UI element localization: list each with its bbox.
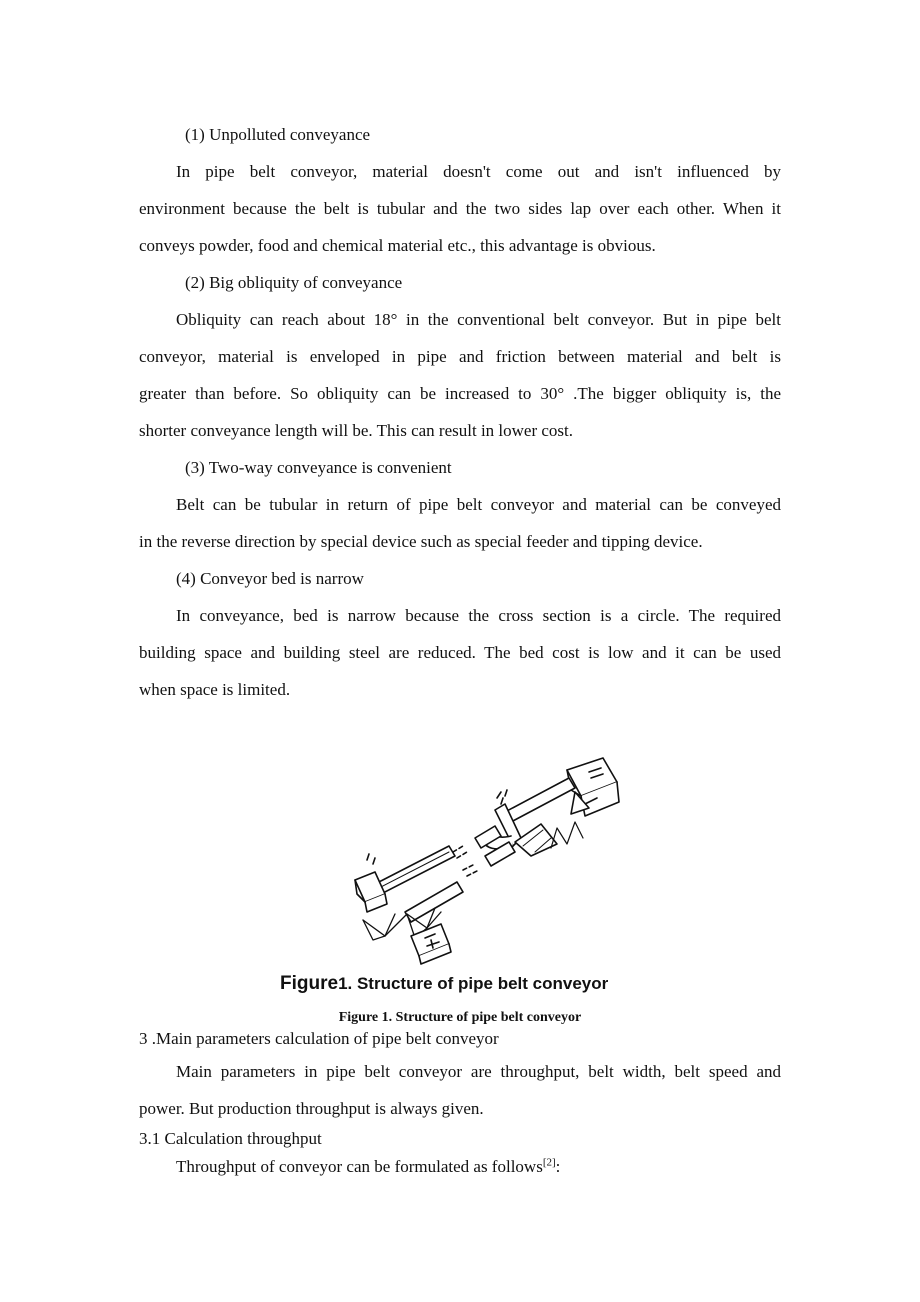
heading-conveyor-bed-narrow: (4) Conveyor bed is narrow [176,569,364,588]
paragraph-line: shorter conveyance length will be. This can result in lower cost. [139,421,574,440]
paragraph-line: Belt can be tubular in return of pipe belt conveyor and material can be conveyed [176,495,781,514]
paragraph-line: conveys powder, food and chemical material etc., this advantage is obvious. [139,236,656,255]
paragraph-line: conveyor, material is enveloped in pipe and friction between material and belt is [139,347,781,366]
citation-ref: [2] [542,1156,556,1169]
section-heading-main-parameters: 3 .Main parameters calculation of pipe belt conveyor [139,1029,499,1048]
paragraph-line: Throughput of conveyor can be formulated as follows[2]: [176,1156,561,1176]
heading-unpolluted-conveyance: (1) Unpolluted conveyance [185,125,371,144]
pipe-belt-conveyor-figure [345,752,635,967]
paragraph-line: In conveyance, bed is narrow because the cross section is a circle. The required [176,606,781,625]
paragraph-line: Main parameters in pipe belt conveyor are throughput, belt width, belt speed and [176,1062,781,1081]
figure-caption: Figure 1. Structure of pipe belt conveyor [338,1010,582,1025]
paragraph-line: building space and building steel are reduced. The bed cost is low and it can be used [139,643,781,662]
paragraph-line: power. But production throughput is always given. [139,1099,484,1118]
paragraph-line: greater than before. So obliquity can be increased to 30° .The bigger obliquity is, the [139,384,781,403]
figure-image-caption: Figure1. Structure of pipe belt conveyor [280,973,609,994]
paragraph-line: Obliquity can reach about 18° in the conventional belt conveyor. But in pipe belt [176,310,781,329]
heading-big-obliquity: (2) Big obliquity of conveyance [185,273,403,292]
paragraph-line: In pipe belt conveyor, material doesn't come out and isn't influenced by [176,162,781,181]
upper-pipe [505,778,575,822]
section-heading-calculation-throughput: 3.1 Calculation throughput [139,1129,322,1148]
middle-pipe-segments [453,826,515,876]
paragraph-line: environment because the belt is tubular and the two sides lap over each other. When it [139,199,781,218]
paragraph-line: in the reverse direction by special device such as special feeder and tipping device. [139,532,703,551]
paragraph-line: when space is limited. [139,680,291,699]
lower-tail-box [411,924,451,964]
heading-two-way-conveyance: (3) Two-way conveyance is convenient [185,458,452,477]
lower-pipes [375,846,463,922]
